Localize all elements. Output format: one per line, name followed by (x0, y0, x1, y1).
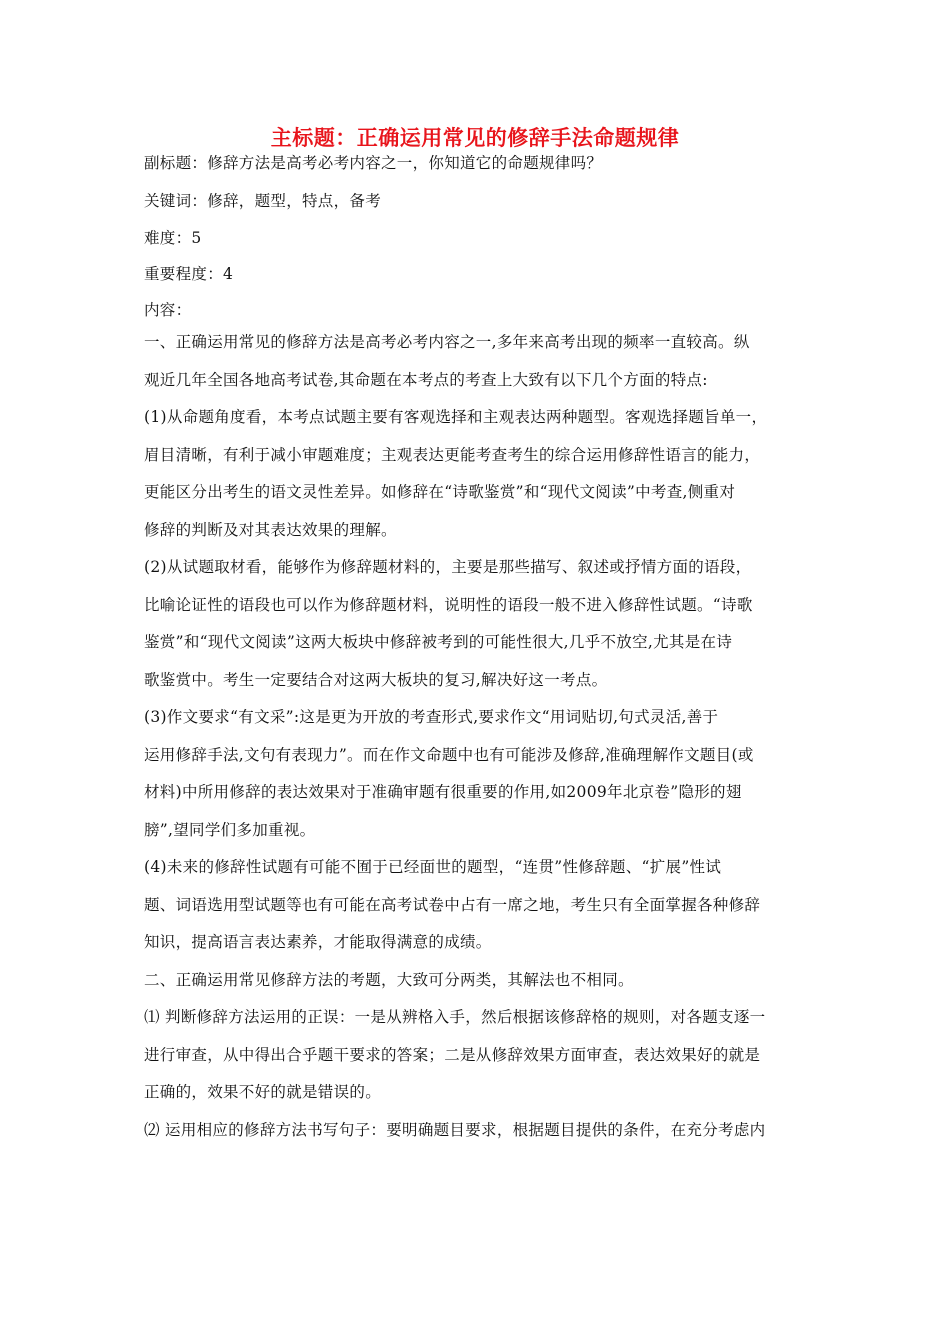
body-line: 观近几年全国各地高考试卷,其命题在本考点的考查上大致有以下几个方面的特点: (144, 370, 708, 389)
body-line: 修辞的判断及对其表达效果的理解。 (144, 520, 397, 539)
difficulty-line: 难度：5 (144, 229, 202, 247)
body-line: 知识，提高语言表达素养，才能取得满意的成绩。 (144, 933, 492, 951)
keywords-line: 关键词：修辞，题型，特点，备考 (144, 192, 382, 210)
body-line: 进行审查，从中得出合乎题干要求的答案；二是从修辞效果方面审查，表达效果好的就是 (144, 1045, 761, 1064)
body-line: 题、词语选用型试题等也有可能在高考试卷中占有一席之地，考生只有全面掌握各种修辞 (144, 895, 761, 914)
body-line: 二、正确运用常见修辞方法的考题，大致可分两类，其解法也不相同。 (144, 970, 634, 989)
body-line: (1)从命题角度看，本考点试题主要有客观选择和主观表达两种题型。客观选择题旨单一， (144, 408, 768, 426)
body-line: 比喻论证性的语段也可以作为修辞题材料，说明性的语段一般不进入修辞性试题。“诗歌 (144, 595, 753, 614)
body-line: 鉴赏”和“现代文阅读”这两大板块中修辞被考到的可能性很大,几乎不放空,尤其是在诗 (144, 633, 733, 651)
body-line: 眉目清晰，有利于减小审题难度；主观表达更能考查考生的综合运用修辞性语言的能力， (144, 445, 761, 464)
body-line: 膀”,望同学们多加重视。 (144, 820, 316, 839)
content-label: 内容： (144, 301, 192, 319)
body-line: (2)从试题取材看，能够作为修辞题材料的，主要是那些描写、叙述或抒情方面的语段， (144, 558, 752, 576)
page-title: 主标题：正确运用常见的修辞手法命题规律 (270, 126, 680, 150)
body-text (144, 324, 812, 1149)
body-line: ⑴ 判断修辞方法运用的正误：一是从辨格入手，然后根据该修辞格的规则，对各题支逐一 (144, 1008, 766, 1026)
body-line: 材料)中所用修辞的表达效果对于准确审题有很重要的作用,如2009年北京卷”隐形的翅 (144, 783, 742, 801)
body-line: (4)未来的修辞性试题有可能不囿于已经面世的题型，“连贯”性修辞题、“扩展”性试 (144, 858, 722, 876)
body-line: 更能区分出考生的语文灵性差异。如修辞在“诗歌鉴赏”和“现代文阅读”中考查,侧重对 (144, 483, 736, 501)
body-line: 正确的，效果不好的就是错误的。 (144, 1083, 382, 1101)
body-line: (3)作文要求“有文采”:这是更为开放的考查形式,要求作文“用词贴切,句式灵活,善于 (144, 708, 719, 726)
subtitle-line: 副标题：修辞方法是高考必考内容之一，你知道它的命题规律吗？ (144, 154, 603, 172)
body-line: 一、正确运用常见的修辞方法是高考必考内容之一,多年来高考出现的频率一直较高。纵 (144, 333, 750, 351)
body-line: 歌鉴赏中。考生一定要结合对这两大板块的复习,解决好这一考点。 (144, 670, 608, 689)
body-line: ⑵ 运用相应的修辞方法书写句子：要明确题目要求，根据题目提供的条件，在充分考虑内 (144, 1120, 766, 1139)
body-line: 运用修辞手法,文句有表现力”。而在作文命题中也有可能涉及修辞,准确理解作文题目(或 (144, 745, 754, 764)
importance-line: 重要程度：4 (144, 265, 234, 283)
